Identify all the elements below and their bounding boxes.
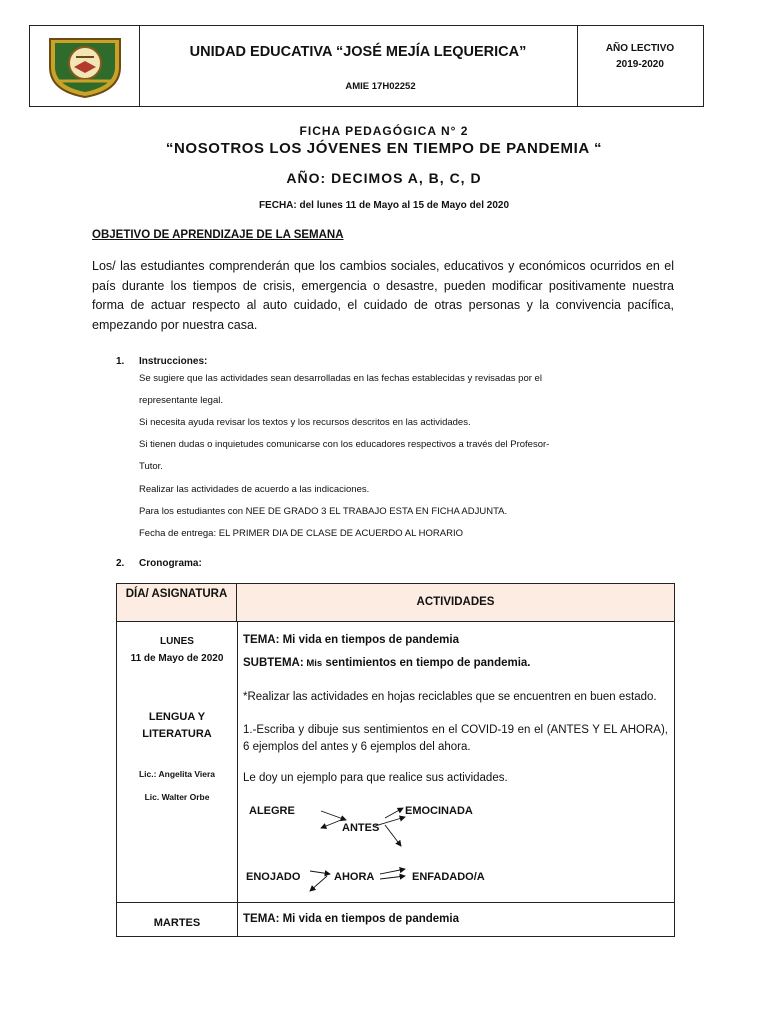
instruction-line: Fecha de entrega: EL PRIMER DIA DE CLASE DE ACUERDO AL HORARIO bbox=[139, 528, 463, 539]
school-name: UNIDAD EDUCATIVA “JOSÉ MEJÍA LEQUERICA” bbox=[189, 44, 527, 60]
header-title-cell bbox=[139, 26, 578, 106]
column-header-activities: ACTIVIDADES bbox=[416, 596, 495, 608]
amie-code: AMIE 17H02252 bbox=[345, 81, 416, 92]
school-year-cell bbox=[577, 26, 703, 106]
school-logo bbox=[46, 33, 124, 99]
feelings-diagram-arrows bbox=[117, 584, 674, 936]
schedule-number: 2. bbox=[116, 558, 125, 569]
label-ahora: AHORA bbox=[334, 871, 375, 883]
instruction-line: representante legal. bbox=[139, 395, 223, 406]
school-year-value: 2019-2020 bbox=[616, 59, 664, 70]
instruction-line: Realizar las actividades de acuerdo a las indicaciones. bbox=[139, 484, 370, 495]
header-box bbox=[29, 25, 704, 107]
instructions-number: 1. bbox=[116, 356, 125, 367]
objective-text: Los/ las estudiantes comprenderán que los cambios sociales, educativos y económicos ocurridos en el país durante los tiempos de crisis, emergencia o desastre, pueden modificar positivamente nuestra forma de actuar respecto al auto cuidado, el cuidado de otras personas y la convivencia pacífica, empezando por nuestra casa. bbox=[92, 259, 674, 332]
tuesday-day: MARTES bbox=[153, 917, 201, 929]
logo-cell bbox=[30, 26, 140, 106]
monday-date: 11 de Mayo de 2020 bbox=[130, 653, 224, 664]
monday-tema: TEMA: Mi vida en tiempos de pandemia bbox=[243, 634, 459, 646]
school-year-label: AÑO LECTIVO bbox=[605, 43, 675, 54]
instruction-line: Si necesita ayuda revisar los textos y los recursos descritos en las actividades. bbox=[139, 417, 471, 428]
column-header-day: DÍA/ ASIGNATURA bbox=[117, 584, 237, 621]
subtema-small: Mis bbox=[303, 658, 323, 669]
instruction-line: Tutor. bbox=[139, 461, 163, 472]
schedule-table bbox=[116, 583, 675, 937]
feeling-enfadado: ENFADADO/A bbox=[412, 871, 485, 883]
monday-teacher-1: Lic.: Angelita Viera bbox=[138, 769, 216, 779]
document-title: “NOSOTROS LOS JÓVENES EN TIEMPO DE PANDEMIA “ bbox=[165, 140, 603, 157]
monday-activity: *Realizar las actividades en hojas reciclables que se encuentren en buen estado. bbox=[243, 691, 657, 703]
instruction-line: Si tienen dudas o inquietudes comunicarse con los educadores respectivos a través del Profesor- bbox=[139, 439, 550, 450]
objective-heading: OBJETIVO DE APRENDIZAJE DE LA SEMANA bbox=[92, 229, 344, 241]
ficha-number: FICHA PEDAGÓGICA N° 2 bbox=[299, 124, 469, 138]
feeling-alegre: ALEGRE bbox=[249, 805, 295, 817]
subtema-rest: sentimientos en tiempo de pandemia. bbox=[322, 657, 531, 669]
monday-example-intro: Le doy un ejemplo para que realice sus actividades. bbox=[243, 772, 508, 784]
subtema-prefix: SUBTEMA: bbox=[243, 657, 304, 669]
monday-teacher-2: Lic. Walter Orbe bbox=[144, 792, 210, 802]
monday-subject: LENGUA Y LITERATURA bbox=[142, 711, 212, 740]
monday-day: LUNES bbox=[160, 636, 194, 647]
grade-groups: AÑO: DECIMOS A, B, C, D bbox=[286, 170, 482, 186]
label-antes: ANTES bbox=[342, 822, 380, 834]
monday-task: 1.-Escriba y dibuje sus sentimientos en el COVID-19 en el (ANTES Y EL AHORA), 6 ejemplos del antes y 6 ejemplos del ahora. bbox=[243, 724, 668, 753]
instruction-line: Para los estudiantes con NEE DE GRADO 3 EL TRABAJO ESTA EN FICHA ADJUNTA. bbox=[139, 506, 508, 517]
feeling-emocinada: EMOCINADA bbox=[405, 805, 473, 817]
instructions-title: Instrucciones: bbox=[139, 356, 208, 367]
tuesday-tema: TEMA: Mi vida en tiempos de pandemia bbox=[243, 913, 459, 925]
feeling-enojado: ENOJADO bbox=[246, 871, 301, 883]
instruction-line: Se sugiere que las actividades sean desarrolladas en las fechas establecidas y revisadas por el bbox=[139, 373, 542, 384]
date-range: FECHA: del lunes 11 de Mayo al 15 de Mayo del 2020 bbox=[258, 200, 510, 211]
schedule-title: Cronograma: bbox=[139, 558, 202, 569]
